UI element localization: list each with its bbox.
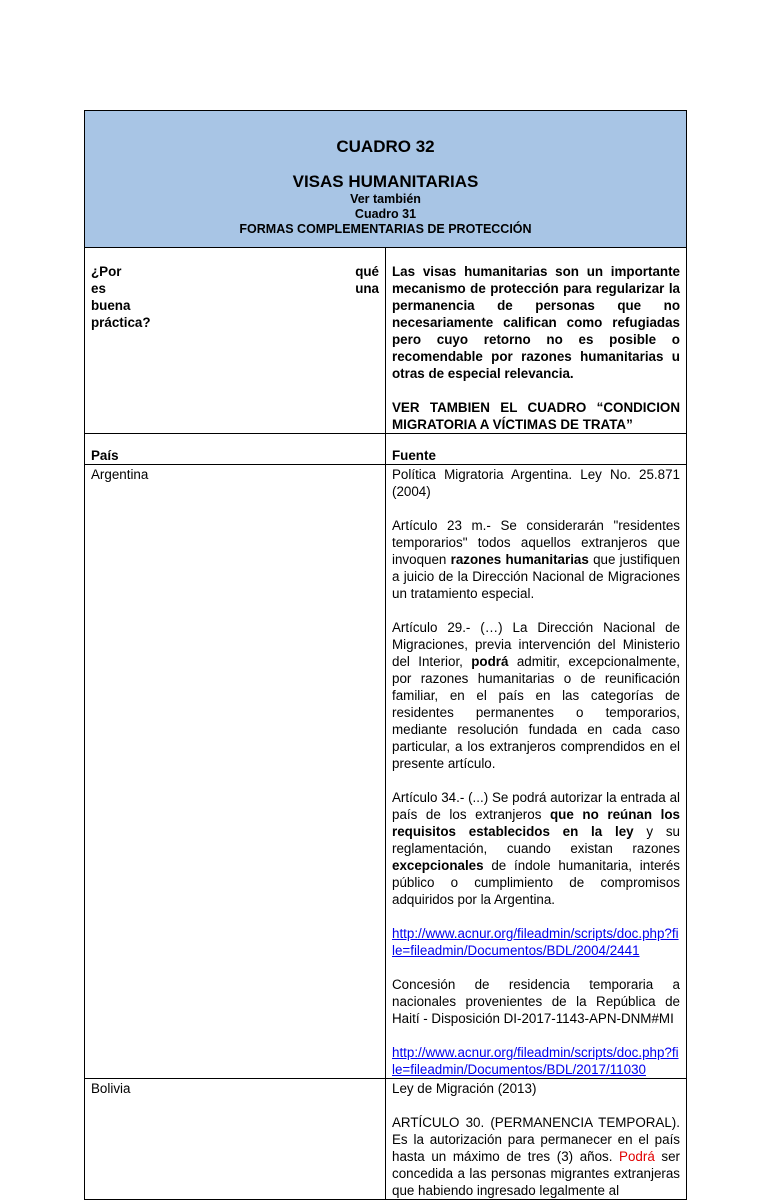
table-row [85,1079,687,1200]
source-link-2[interactable]: http://www.acnur.org/fileadmin/scripts/doc.php?file=fileadmin/Documentos/BDL/2017/11030 [392,1045,679,1077]
article-29: Artículo 29.- (…) La Dirección Nacional de Migraciones, previa intervención del Ministerio del Interior, podrá admitir, excepcionalmente, por razones humanitarias o de reunificación familiar, en el país en las categorías de residentes permanentes o temporarios, mediante resolución fundada en cada caso particular, a los extranjeros comprendidos en el presente artículo. [392,620,680,771]
article-30: ARTÍCULO 30. (PERMANENCIA TEMPORAL). Es la autorización para permanecer en el país hasta un máximo de tres (3) años. Podrá ser concedida a las personas migrantes extranjeras que habiendo ingresado legalmente al [392,1115,680,1198]
source-link [392,925,680,959]
label-line: práctica? [91,315,151,330]
document-table [84,110,687,1200]
label-line: es una [91,281,379,296]
best-practice-description: Las visas humanitarias son un importante mecanismo de protección para regularizar la permanencia de personas que no necesariamente califican como refugiadas pero cuyo retorno no es posible o recomendable por razones humanitarias u otras de especial relevancia. [392,264,680,381]
column-header-row [85,434,687,465]
document-subtitle: VISAS HUMANITARIAS [292,171,479,191]
header-row [85,111,687,248]
label-line: buena [91,298,131,313]
table-row [85,465,687,1079]
country-column-header: País [85,434,386,465]
article-34: Artículo 34.- (...) Se podrá autorizar la entrada al país de los extranjeros que no reúnan los requisitos establecidos en la ley y su reglamentación, cuando existan razones excepcionales de índole humanitaria, interés público o cumplimiento de compromisos adquiridos por la Argentina. [392,790,681,907]
see-also-name: FORMAS COMPLEMENTARIAS DE PROTECCIÓN [239,221,532,236]
country-name: Argentina [85,465,386,1079]
source-column-header: Fuente [386,434,687,465]
law-title: Política Migratoria Argentina. Ley No. 25.871 (2004) [392,467,680,499]
source-entry [386,465,687,1079]
header-cell [85,111,687,248]
document-title: CUADRO 32 [336,136,435,156]
source-entry [386,1079,687,1200]
concession-text: Concesión de residencia temporaria a nacionales provenientes de la República de Haití - Disposición DI-2017-1143-APN-DNM#MI [392,977,680,1026]
see-also-label: Ver también [350,191,421,206]
source-link [392,1044,680,1078]
article-23: Artículo 23 m.- Se considerarán "residentes temporarios" todos aquellos extranjeros que invoquen razones humanitarias que justifiquen a juicio de la Dirección Nacional de Migraciones un tratamiento especial. [392,518,680,601]
best-practice-label [85,248,386,434]
best-practice-see-also: VER TAMBIEN EL CUADRO “CONDICION MIGRATORIA A VÍCTIMAS DE TRATA” [392,400,680,432]
country-name: Bolivia [85,1079,386,1200]
source-link-1[interactable]: http://www.acnur.org/fileadmin/scripts/doc.php?file=fileadmin/Documentos/BDL/2004/2441 [392,926,679,958]
label-line: ¿Por qué [91,264,379,279]
best-practice-row [85,248,687,434]
law-title: Ley de Migración (2013) [392,1081,537,1096]
best-practice-text [386,248,687,434]
see-also-ref: Cuadro 31 [354,206,417,221]
